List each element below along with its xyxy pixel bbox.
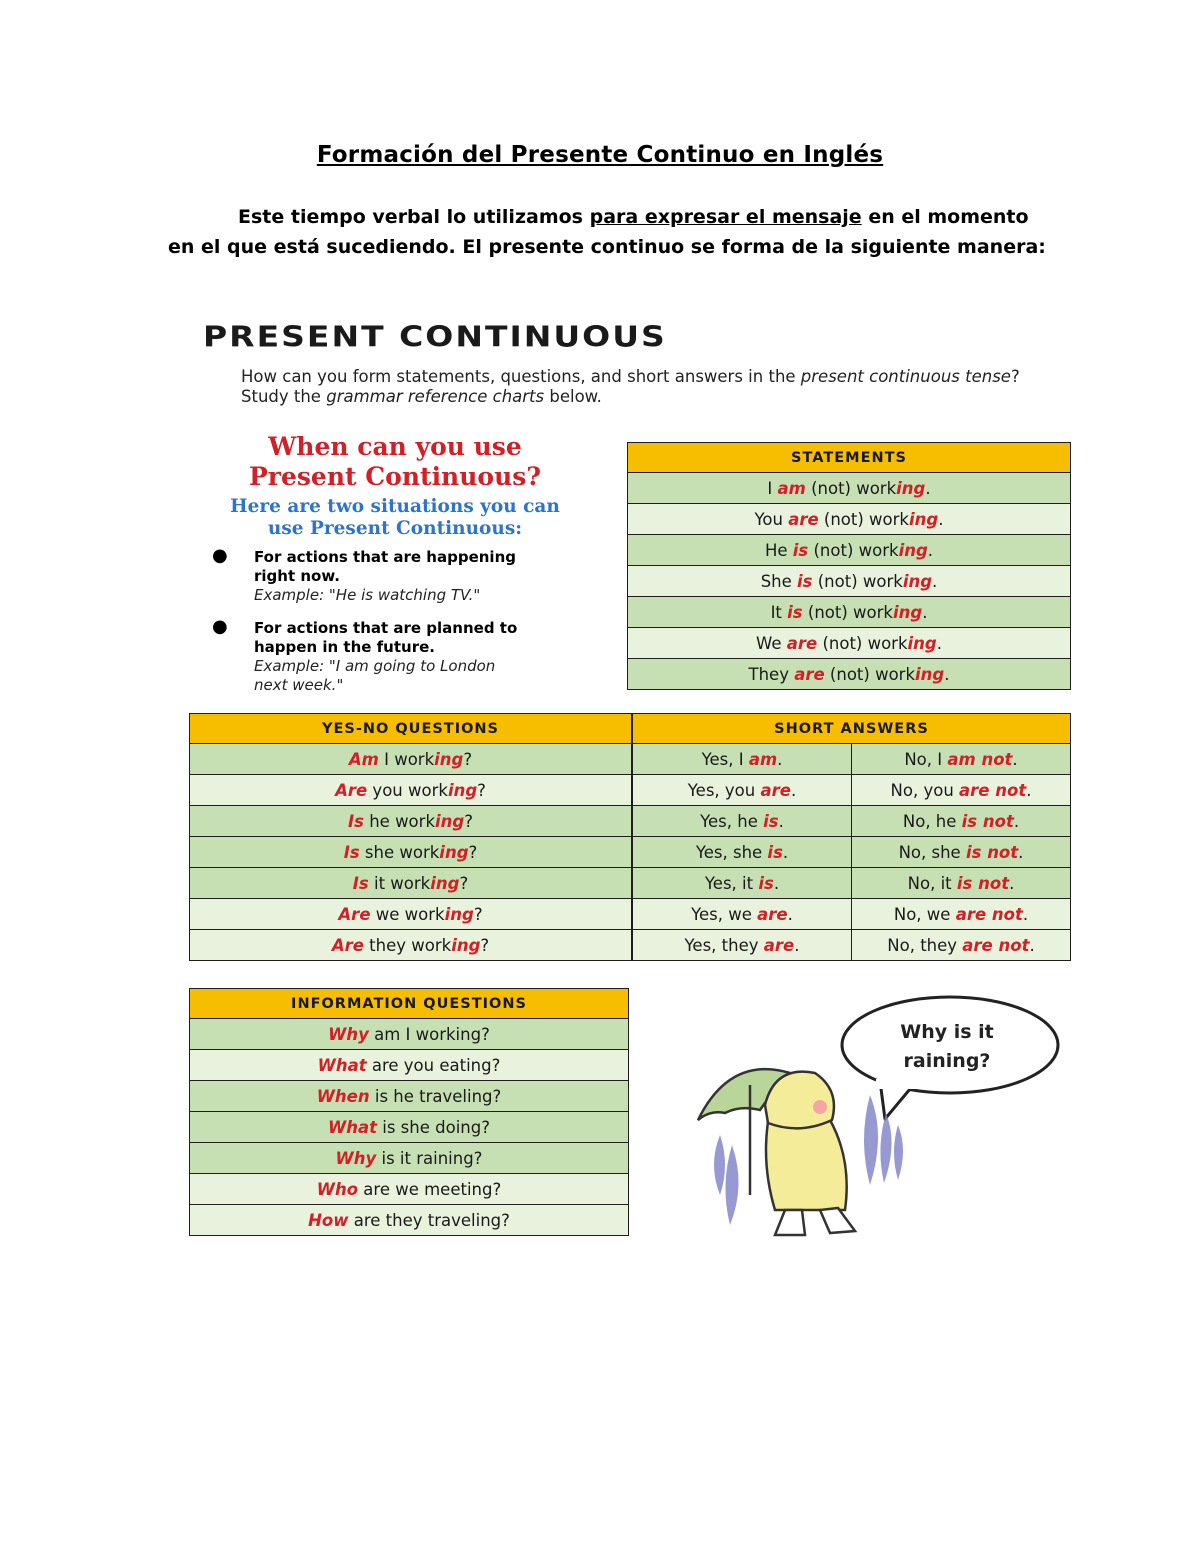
ing-suffix: ing bbox=[909, 509, 939, 529]
table-row: Is she working? bbox=[190, 837, 632, 868]
intro-line-2: en el que está sucediendo. El presente continuo se forma de la siguiente manera: bbox=[168, 236, 1046, 258]
table-row: How are they traveling? bbox=[190, 1205, 629, 1236]
table-row: What is she doing? bbox=[190, 1112, 629, 1143]
pc-sub-a: How can you form statements, questions, and short answers in the bbox=[241, 367, 801, 386]
pc-sub-b: ? Study the bbox=[241, 367, 1020, 406]
pc-sub-c: below. bbox=[544, 387, 602, 406]
yes-no-questions-table bbox=[189, 713, 632, 961]
pc-sub-italic-2: grammar reference charts bbox=[326, 387, 545, 406]
statements-header: STATEMENTS bbox=[628, 443, 1071, 473]
ing-suffix: ing bbox=[907, 633, 937, 653]
bubble-line-1: Why is it bbox=[900, 1021, 994, 1043]
cheek bbox=[813, 1100, 827, 1114]
table-row: He is (not) working. bbox=[628, 535, 1071, 566]
table-cell-no: No, I am not. bbox=[852, 744, 1071, 775]
bullet-2-example-2: next week." bbox=[254, 676, 344, 694]
short-answers-header: SHORT ANSWERS bbox=[633, 714, 1071, 744]
bullet-dot-icon: ● bbox=[212, 616, 228, 637]
intro-text-b: en el momento bbox=[861, 206, 1029, 228]
document-title: Formación del Presente Continuo en Inglés bbox=[316, 142, 884, 168]
table-row: They are (not) working. bbox=[628, 659, 1071, 690]
table-row: Are they working? bbox=[190, 930, 632, 961]
ing-suffix: ing bbox=[892, 602, 923, 622]
table-cell-yes: Yes, you are. bbox=[633, 775, 852, 806]
ing-suffix: ing bbox=[902, 571, 933, 591]
statements-table bbox=[627, 442, 1071, 690]
table-cell-no: No, you are not. bbox=[852, 775, 1071, 806]
table-cell-no: No, she is not. bbox=[852, 837, 1071, 868]
ing-suffix: ing bbox=[451, 935, 481, 955]
bullet-1-line-1: For actions that are happening bbox=[254, 548, 516, 566]
ing-suffix: ing bbox=[430, 873, 460, 893]
table-row: Why is it raining? bbox=[190, 1143, 629, 1174]
table-row: We are (not) working. bbox=[628, 628, 1071, 659]
present-continuous-subtitle bbox=[241, 367, 1031, 407]
table-row: It is (not) working. bbox=[628, 597, 1071, 628]
bullet-dot-icon: ● bbox=[212, 545, 228, 566]
table-cell-yes: Yes, he is. bbox=[633, 806, 852, 837]
bullet-1-example: Example: "He is watching TV." bbox=[254, 586, 481, 604]
pc-sub-italic-1: present continuous tense bbox=[800, 367, 1011, 386]
intro-line-1 bbox=[238, 206, 1029, 228]
ing-suffix: ing bbox=[435, 811, 465, 831]
ing-suffix: ing bbox=[447, 780, 478, 800]
table-cell-yes: Yes, they are. bbox=[633, 930, 852, 961]
bubble-line-2: raining? bbox=[903, 1050, 991, 1072]
table-row: What are you eating? bbox=[190, 1050, 629, 1081]
table-row: Is it working? bbox=[190, 868, 632, 899]
ing-suffix: ing bbox=[434, 749, 464, 769]
table-row: You are (not) working. bbox=[628, 504, 1071, 535]
bullet-item-2 bbox=[212, 616, 592, 695]
intro-underlined: para expresar el mensaje bbox=[589, 206, 862, 228]
table-row: Are you working? bbox=[190, 775, 632, 806]
when-sub-2: use Present Continuous: bbox=[267, 518, 523, 539]
yes-no-header: YES-NO QUESTIONS bbox=[190, 714, 632, 744]
table-cell-no: No, they are not. bbox=[852, 930, 1071, 961]
intro-text-a: Este tiempo verbal lo utilizamos bbox=[238, 206, 590, 228]
table-row: I am (not) working. bbox=[628, 473, 1071, 504]
short-answers-table bbox=[632, 713, 1071, 961]
ing-suffix: ing bbox=[896, 478, 926, 498]
table-row: She is (not) working. bbox=[628, 566, 1071, 597]
present-continuous-title: PRESENT CONTINUOUS bbox=[203, 320, 667, 354]
bullet-item-1 bbox=[212, 545, 592, 605]
table-row: Are we working? bbox=[190, 899, 632, 930]
information-header: INFORMATION QUESTIONS bbox=[190, 989, 629, 1019]
table-row: Is he working? bbox=[190, 806, 632, 837]
when-heading-1: When can you use bbox=[268, 432, 522, 461]
bullet-1-line-2: right now. bbox=[254, 567, 340, 585]
bullet-2-line-1: For actions that are planned to bbox=[254, 619, 518, 637]
when-section bbox=[200, 432, 590, 540]
ing-suffix: ing bbox=[439, 842, 469, 862]
table-cell-yes: Yes, it is. bbox=[633, 868, 852, 899]
table-cell-yes: Yes, we are. bbox=[633, 899, 852, 930]
information-questions-table bbox=[189, 988, 629, 1236]
ing-suffix: ing bbox=[915, 664, 945, 684]
ing-suffix: ing bbox=[444, 904, 474, 924]
table-row: Am I working? bbox=[190, 744, 632, 775]
table-row: Who are we meeting? bbox=[190, 1174, 629, 1205]
boot-right bbox=[820, 1208, 855, 1233]
table-cell-no: No, we are not. bbox=[852, 899, 1071, 930]
boot-left bbox=[775, 1210, 805, 1235]
table-cell-yes: Yes, I am. bbox=[633, 744, 852, 775]
table-row: Why am I working? bbox=[190, 1019, 629, 1050]
table-cell-no: No, he is not. bbox=[852, 806, 1071, 837]
table-cell-yes: Yes, she is. bbox=[633, 837, 852, 868]
bullet-2-line-2: happen in the future. bbox=[254, 638, 435, 656]
when-sub-1: Here are two situations you can bbox=[230, 496, 560, 517]
table-cell-no: No, it is not. bbox=[852, 868, 1071, 899]
table-row: When is he traveling? bbox=[190, 1081, 629, 1112]
ing-suffix: ing bbox=[898, 540, 928, 560]
bullet-2-example-1: Example: "I am going to London bbox=[254, 657, 496, 675]
speech-bubble-text bbox=[862, 1018, 1032, 1076]
when-heading-2: Present Continuous? bbox=[248, 462, 541, 491]
